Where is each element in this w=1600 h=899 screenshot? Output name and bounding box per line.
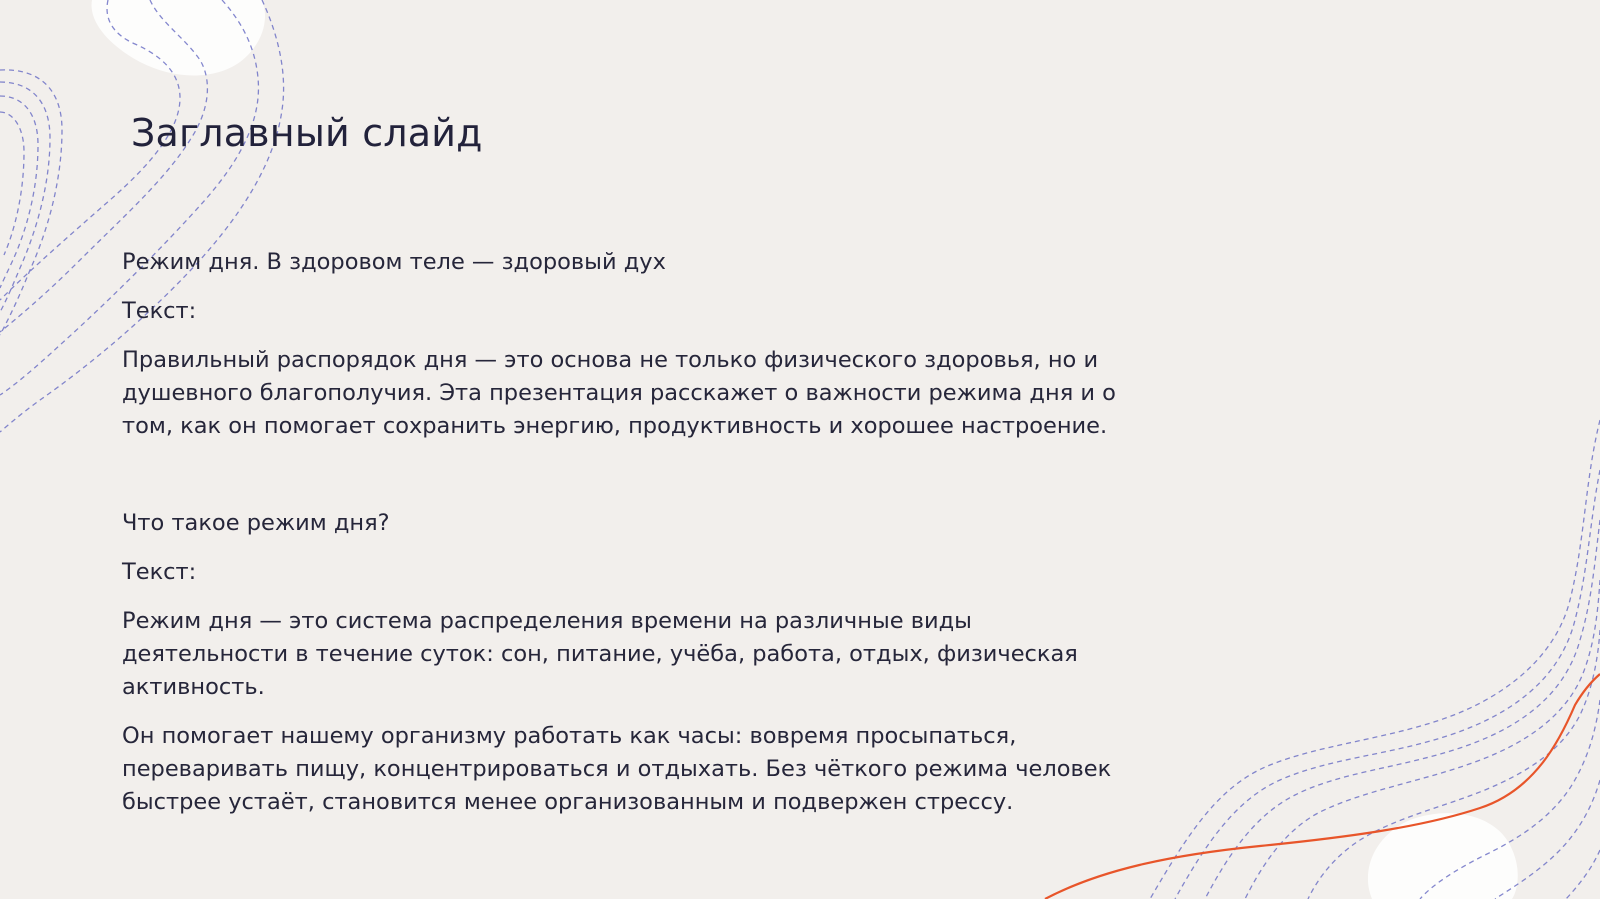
bottom-right-blob [1368, 813, 1518, 899]
slide-body [122, 246, 1142, 835]
definition-paragraph: Режим дня — это система распределения времени на различные виды деятельности в течение суток: сон, питание, учёба, работа, отдых, физическая активность. [122, 608, 1078, 700]
text-label: Текст: [122, 298, 197, 324]
slide-title: Заглавный слайд [131, 111, 483, 155]
bottom-right-contours [1150, 420, 1600, 899]
section-heading: Что такое режим дня? [122, 510, 390, 536]
section-heading: Режим дня. В здоровом теле — здоровый дух [122, 249, 666, 275]
benefits-paragraph: Он помогает нашему организму работать как часы: вовремя просыпаться, переваривать пищу, концентрироваться и отдыхать. Без чёткого режима человек быстрее устаёт, становится менее организованным и подвержен стрессу. [122, 723, 1112, 815]
top-left-blob [92, 0, 266, 76]
intro-paragraph: Правильный распорядок дня — это основа не только физического здоровья, но и душевного благополучия. Эта презентация расскажет о важности режима дня и о том, как он помогает сохранить энергию, продуктивность и хорошее настроение. [122, 347, 1116, 439]
text-label: Текст: [122, 559, 197, 585]
spacer [122, 459, 1142, 507]
